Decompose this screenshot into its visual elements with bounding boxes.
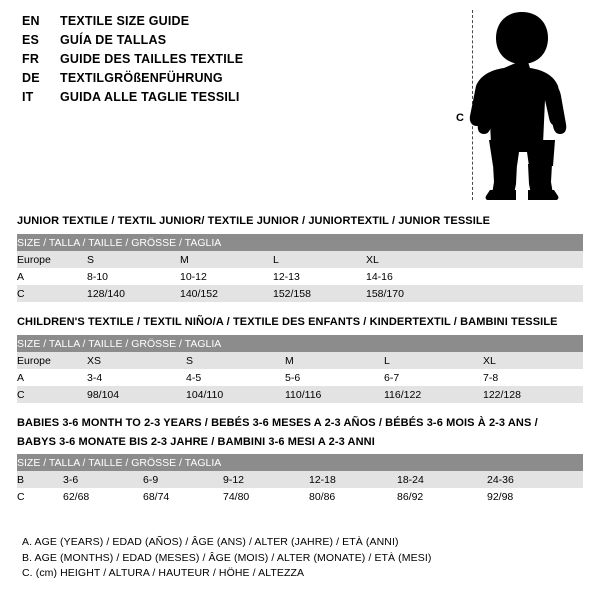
row-value: 128/140	[87, 285, 180, 302]
row-value: 18-24	[397, 471, 487, 488]
row-value: 12-18	[309, 471, 397, 488]
measurement-figure	[440, 8, 590, 204]
row-value: 14-16	[366, 268, 459, 285]
row-value: 116/122	[384, 386, 483, 403]
row-value: 62/68	[63, 488, 143, 505]
section-title-babies-line2: BABYS 3-6 MONATE BIS 2-3 JAHRE / BAMBINI 3-6 MESI A 2-3 ANNI	[17, 436, 375, 448]
row-label: Europe	[17, 352, 87, 369]
row-value: 7-8	[483, 369, 583, 386]
row-value: 98/104	[87, 386, 186, 403]
toddler-silhouette-icon	[462, 8, 590, 204]
language-title: GUÍA DE TALLAS	[60, 33, 167, 47]
language-row	[22, 71, 422, 90]
language-code: ES	[22, 33, 40, 47]
row-spacer	[459, 268, 583, 285]
table-header-label: SIZE / TALLA / TAILLE / GRÖSSE / TAGLIA	[17, 454, 583, 471]
children-size-table	[17, 335, 583, 403]
section-junior-textile	[17, 214, 583, 302]
row-value: 86/92	[397, 488, 487, 505]
row-value: 68/74	[143, 488, 223, 505]
row-value: XL	[483, 352, 583, 369]
row-value: 158/170	[366, 285, 459, 302]
section-title-children: CHILDREN'S TEXTILE / TEXTIL NIÑO/A / TEXTILE DES ENFANTS / KINDERTEXTIL / BAMBINI TESSILE	[17, 316, 558, 328]
table-row	[17, 268, 583, 285]
row-value: 5-6	[285, 369, 384, 386]
legend-line-b: B. AGE (MONTHS) / EDAD (MESES) / ÂGE (MOIS) / ALTER (MONATE) / ETÀ (MESI)	[22, 551, 432, 564]
row-value: 152/158	[273, 285, 366, 302]
row-value: 3-4	[87, 369, 186, 386]
babies-size-table	[17, 454, 583, 505]
row-value: M	[180, 251, 273, 268]
language-title: TEXTILGRÖßENFÜHRUNG	[60, 71, 223, 85]
row-value: 140/152	[180, 285, 273, 302]
row-value: 74/80	[223, 488, 309, 505]
row-value: XS	[87, 352, 186, 369]
row-value: 6-7	[384, 369, 483, 386]
row-value: 3-6	[63, 471, 143, 488]
table-row	[17, 488, 583, 505]
row-label: A	[17, 369, 87, 386]
language-row	[22, 90, 422, 109]
row-value: 6-9	[143, 471, 223, 488]
row-value: 110/116	[285, 386, 384, 403]
language-titles	[22, 14, 422, 109]
row-label: C	[17, 285, 87, 302]
row-label: A	[17, 268, 87, 285]
row-value: 9-12	[223, 471, 309, 488]
row-label: C	[17, 386, 87, 403]
table-header-row	[17, 335, 583, 352]
row-value: M	[285, 352, 384, 369]
row-value: 10-12	[180, 268, 273, 285]
language-title: TEXTILE SIZE GUIDE	[60, 14, 190, 28]
language-row	[22, 14, 422, 33]
language-row	[22, 33, 422, 52]
row-value: S	[87, 251, 180, 268]
measure-label-c: C	[456, 112, 464, 124]
row-value: 122/128	[483, 386, 583, 403]
language-code: FR	[22, 52, 40, 66]
row-value: L	[384, 352, 483, 369]
row-value: S	[186, 352, 285, 369]
row-value: 8-10	[87, 268, 180, 285]
row-value: 12-13	[273, 268, 366, 285]
legend-block	[22, 535, 582, 582]
table-row	[17, 386, 583, 403]
row-value: 92/98	[487, 488, 583, 505]
language-title: GUIDA ALLE TAGLIE TESSILI	[60, 90, 240, 104]
legend-line-a: A. AGE (YEARS) / EDAD (AÑOS) / ÂGE (ANS) / ALTER (JAHRE) / ETÀ (ANNI)	[22, 536, 399, 548]
language-code: DE	[22, 71, 40, 85]
language-row	[22, 52, 422, 71]
row-spacer	[459, 285, 583, 302]
table-row	[17, 352, 583, 369]
table-row	[17, 285, 583, 302]
row-value: L	[273, 251, 366, 268]
junior-size-table	[17, 234, 583, 302]
language-code: EN	[22, 14, 40, 28]
section-childrens-textile	[17, 315, 583, 403]
row-value: 80/86	[309, 488, 397, 505]
table-header-label: SIZE / TALLA / TAILLE / GRÖSSE / TAGLIA	[17, 335, 583, 352]
row-value: 24-36	[487, 471, 583, 488]
table-row	[17, 471, 583, 488]
table-header-label: SIZE / TALLA / TAILLE / GRÖSSE / TAGLIA	[17, 234, 583, 251]
row-label: B	[17, 471, 63, 488]
table-row	[17, 251, 583, 268]
row-label: C	[17, 488, 63, 505]
section-title-junior: JUNIOR TEXTILE / TEXTIL JUNIOR/ TEXTILE JUNIOR / JUNIORTEXTIL / JUNIOR TESSILE	[17, 215, 491, 227]
table-row	[17, 369, 583, 386]
table-header-row	[17, 234, 583, 251]
section-babies-textile	[17, 416, 583, 505]
row-label: Europe	[17, 251, 87, 268]
row-spacer	[459, 251, 583, 268]
row-value: 104/110	[186, 386, 285, 403]
section-title-babies-line1: BABIES 3-6 MONTH TO 2-3 YEARS / BEBÉS 3-6 MESES A 2-3 AÑOS / BÉBÉS 3-6 MOIS À 2-3 ANS /	[17, 417, 538, 429]
legend-line-c: C. (cm) HEIGHT / ALTURA / HAUTEUR / HÖHE / ALTEZZA	[22, 567, 305, 579]
language-title: GUIDE DES TAILLES TEXTILE	[60, 52, 244, 66]
row-value: XL	[366, 251, 459, 268]
table-header-row	[17, 454, 583, 471]
language-code: IT	[22, 90, 34, 104]
row-value: 4-5	[186, 369, 285, 386]
